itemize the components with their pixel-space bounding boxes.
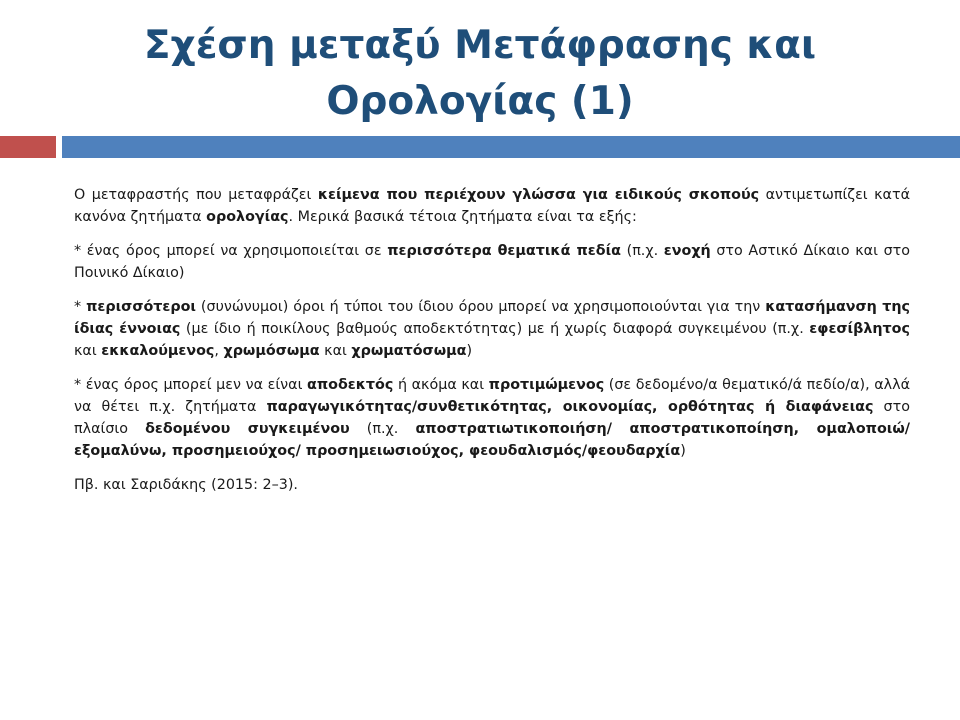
bold-text-run: χρωματόσωμα: [351, 343, 467, 359]
text-run: (σε δεδομένο/α θεματικό/ά πεδίο/α), αλλά να θέτει π.χ. ζητήματα: [74, 377, 911, 415]
text-run: αντιμετωπίζει κατά κανόνα ζητήματα: [74, 187, 910, 225]
text-run: στο πλαίσιο: [74, 399, 910, 437]
text-run: και: [74, 343, 102, 359]
text-run: ,: [214, 343, 224, 359]
text-run: (με ίδιο ή ποικίλους βαθμούς αποδεκτότητας) με ή χωρίς διαφορά συγκειμένου (π.χ.: [180, 321, 810, 337]
body-paragraph: [74, 184, 910, 228]
text-run: Πβ. και Σαριδάκης (2015: 2–3).: [74, 477, 298, 493]
bold-text-run: χρωμόσωμα: [223, 343, 320, 359]
text-run: * ένας όρος μπορεί να χρησιμοποιείται σε: [74, 243, 388, 259]
bold-text-run: ορολογίας: [206, 209, 289, 225]
text-run: * ένας όρος μπορεί μεν να είναι: [74, 377, 308, 393]
body-paragraph: [74, 240, 910, 284]
bold-text-run: παραγωγικότητας/συνθετικότητας, οικονομίας, ορθότητας ή διαφάνειας: [266, 399, 874, 415]
bold-text-run: αποδεκτός: [307, 377, 394, 393]
bold-text-run: περισσότεροι: [86, 299, 196, 315]
text-run: (π.χ.: [349, 421, 416, 437]
body-paragraph: [74, 374, 910, 462]
slide-title: [70, 18, 890, 130]
bold-text-run: προτιμώμενος: [488, 377, 605, 393]
bold-text-run: αποστρατιωτικοποιήση/ αποστρατικοποίηση, ομαλοποιώ/ εξομαλύνω, προσημειούχος/ προσημειωσιούχος, φεουδαλισμός/φεουδαρχία: [74, 421, 910, 459]
text-run: Ο μεταφραστής που μεταφράζει: [74, 187, 318, 203]
text-run: και: [319, 343, 352, 359]
bold-text-run: ενοχή: [663, 243, 711, 259]
body-paragraph: [74, 474, 910, 496]
body-paragraph: [74, 296, 910, 362]
text-run: ): [466, 343, 473, 359]
text-run: . Μερικά βασικά τέτοια ζητήματα είναι τα εξής:: [288, 209, 637, 225]
title-accent-bar-left: [0, 136, 56, 158]
slide-body: [74, 184, 910, 508]
bold-text-run: εφεσίβλητος: [809, 321, 910, 337]
text-run: ): [680, 443, 686, 459]
text-run: (συνώνυμοι) όροι ή τύποι του ίδιου όρου μπορεί να χρησιμοποιούνται για την: [195, 299, 766, 315]
bold-text-run: δεδομένου συγκειμένου: [145, 421, 350, 437]
text-run: (π.χ.: [620, 243, 664, 259]
text-run: ή ακόμα και: [393, 377, 489, 393]
title-accent-bar-right: [62, 136, 960, 158]
bold-text-run: κείμενα που περιέχουν γλώσσα για ειδικούς σκοπούς: [317, 187, 760, 203]
slide-title-line-2: Ορολογίας (1): [326, 79, 634, 124]
bold-text-run: κατασήμανση της ίδιας έννοιας: [74, 299, 910, 337]
slide-title-line-1: Σχέση μεταξύ Μετάφρασης και: [143, 23, 817, 68]
bold-text-run: περισσότερα θεματικά πεδία: [387, 243, 621, 259]
text-run: στο Αστικό Δίκαιο και στο Ποινικό Δίκαιο): [74, 243, 910, 281]
bold-text-run: εκκαλούμενος: [101, 343, 215, 359]
text-run: *: [74, 299, 87, 315]
